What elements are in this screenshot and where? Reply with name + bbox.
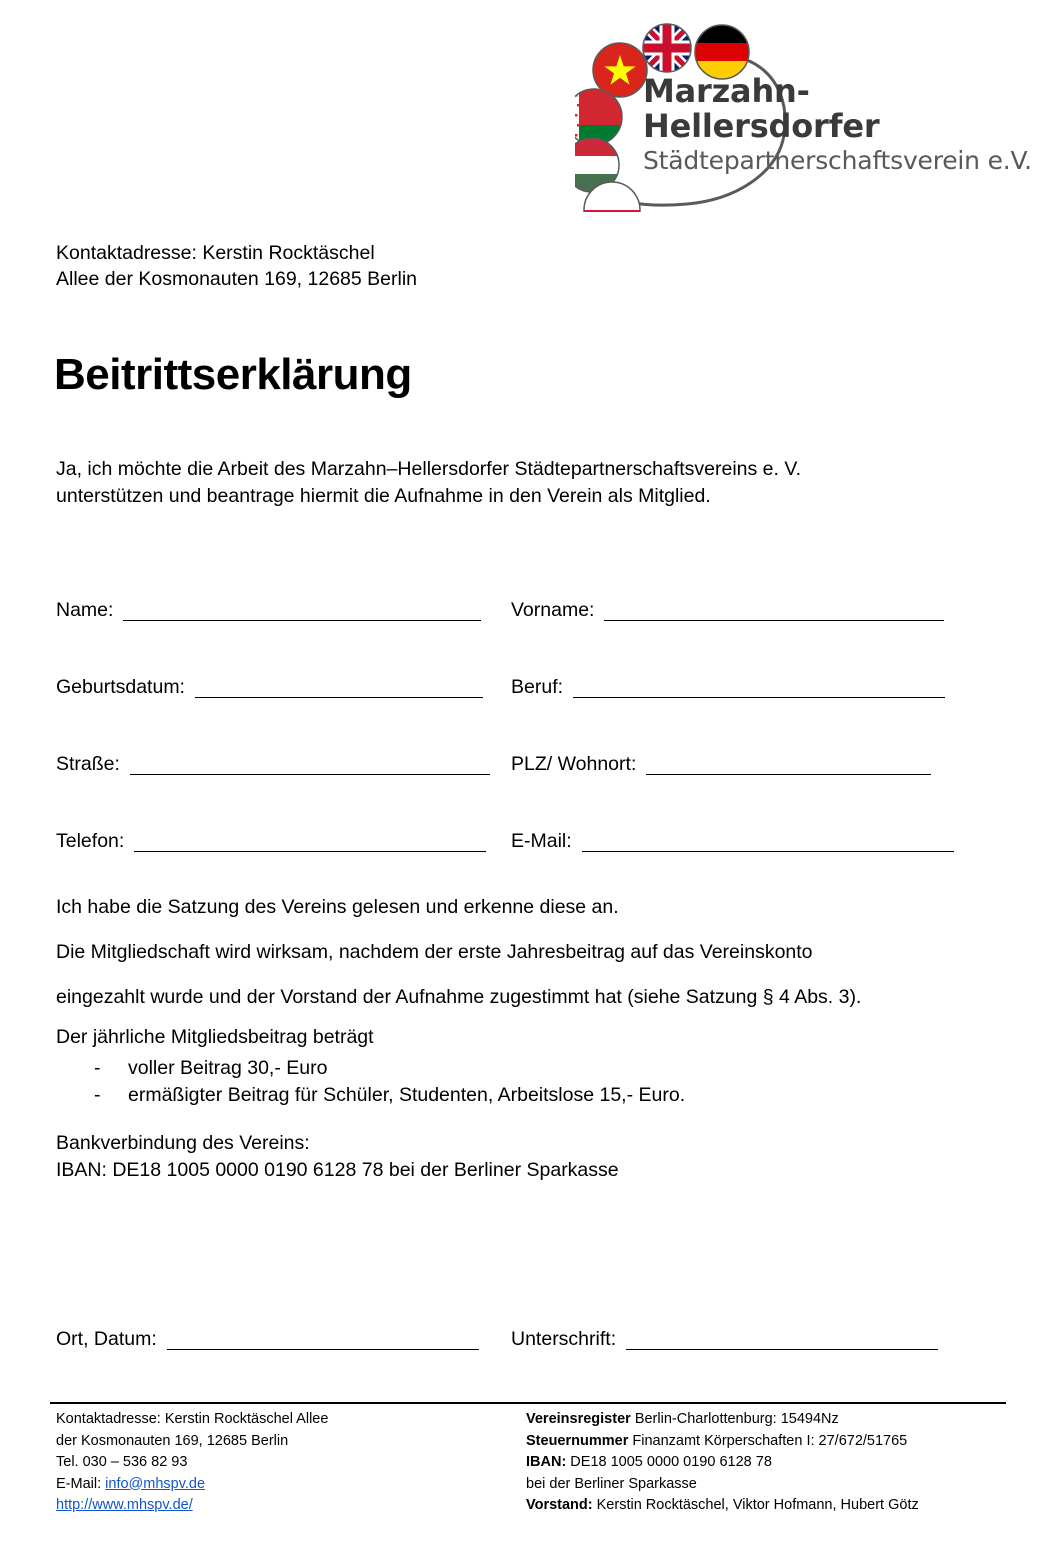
footer-steuernummer-label: Steuernummer bbox=[526, 1432, 629, 1449]
footer-vorstand-value: Kerstin Rocktäschel, Viktor Hofmann, Hubert Götz bbox=[592, 1497, 919, 1513]
footer-email-link[interactable]: info@mhspv.de bbox=[105, 1475, 206, 1492]
fee-item-text: ermäßigter Beitrag für Schüler, Studenten, Arbeitslose 15,- Euro. bbox=[128, 1084, 686, 1106]
footer-email-row bbox=[56, 1474, 526, 1496]
form-row-strasse bbox=[56, 737, 976, 775]
form-row-name bbox=[56, 583, 976, 621]
terms-paragraph-3: eingezahlt wurde und der Vorstand der Aufnahme zugestimmt hat (siehe Satzung § 4 Abs. 3). bbox=[56, 986, 862, 1008]
association-logo bbox=[575, 22, 1032, 207]
footer-website-link[interactable]: http://www.mhspv.de/ bbox=[56, 1497, 193, 1513]
field-name[interactable] bbox=[56, 599, 511, 621]
field-telefon-label: Telefon: bbox=[56, 830, 125, 852]
footer-vorstand-row bbox=[526, 1495, 1006, 1517]
fee-heading: Der jährliche Mitgliedsbeitrag beträgt bbox=[56, 1026, 374, 1048]
field-geburtsdatum-label: Geburtsdatum: bbox=[56, 676, 185, 698]
header-contact-line-2: Allee der Kosmonauten 169, 12685 Berlin bbox=[56, 268, 417, 290]
field-strasse-label: Straße: bbox=[56, 753, 120, 775]
footer-bank-line: bei der Berliner Sparkasse bbox=[526, 1475, 697, 1492]
field-beruf[interactable] bbox=[511, 676, 976, 698]
form-row-signature bbox=[56, 1312, 976, 1350]
field-vorname[interactable] bbox=[511, 599, 976, 621]
fee-list-item bbox=[94, 1055, 1006, 1082]
form-row-telefon bbox=[56, 814, 976, 852]
footer-vereinsregister-value: Berlin-Charlottenburg: 15494Nz bbox=[630, 1411, 839, 1427]
field-beruf-label: Beruf: bbox=[511, 676, 564, 698]
bank-heading: Bankverbindung des Vereins: bbox=[56, 1132, 310, 1154]
applicant-form bbox=[56, 583, 976, 891]
footer-phone: Tel. 030 – 536 82 93 bbox=[56, 1454, 188, 1470]
footer-registry-column bbox=[526, 1409, 1006, 1517]
field-beruf-input[interactable] bbox=[573, 678, 945, 698]
field-ort-datum-input[interactable] bbox=[167, 1330, 479, 1350]
footer-contact-line-1: Kontaktadresse: Kerstin Rocktäschel Allee bbox=[56, 1411, 329, 1427]
field-geburtsdatum-input[interactable] bbox=[195, 678, 483, 698]
field-strasse-input[interactable] bbox=[130, 755, 490, 775]
field-telefon-input[interactable] bbox=[134, 832, 486, 852]
field-plz-wohnort-label: PLZ/ Wohnort: bbox=[511, 753, 637, 775]
intro-line-1: Ja, ich möchte die Arbeit des Marzahn–Hellersdorfer Städtepartnerschaftsvereins e. V. bbox=[56, 458, 801, 480]
bank-iban-line: IBAN: DE18 1005 0000 0190 6128 78 bei der Berliner Sparkasse bbox=[56, 1159, 619, 1181]
footer-vereinsregister-row bbox=[526, 1409, 1006, 1431]
intro-paragraph bbox=[56, 456, 956, 510]
footer-vereinsregister-label: Vereinsregister bbox=[526, 1411, 631, 1427]
field-email[interactable] bbox=[511, 830, 976, 852]
header-contact-line-1: Kontaktadresse: Kerstin Rocktäschel bbox=[56, 242, 375, 264]
footer-vorstand-label: Vorstand: bbox=[526, 1497, 593, 1513]
logo-wordmark bbox=[643, 72, 1032, 176]
intro-line-2: unterstützen und beantrage hiermit die Aufnahme in den Verein als Mitglied. bbox=[56, 485, 711, 507]
field-vorname-label: Vorname: bbox=[511, 599, 595, 621]
footer-iban-label: IBAN: bbox=[526, 1454, 567, 1470]
field-ort-datum[interactable] bbox=[56, 1328, 511, 1350]
logo-line-3: Städtepartnerschaftsverein e.V. bbox=[643, 146, 1032, 175]
field-name-input[interactable] bbox=[123, 601, 481, 621]
signature-area bbox=[56, 1312, 976, 1389]
page-title: Beitrittserklärung bbox=[54, 350, 412, 399]
field-plz-wohnort-input[interactable] bbox=[646, 755, 931, 775]
logo-line-2: Hellersdorfer bbox=[643, 107, 880, 145]
field-unterschrift-label: Unterschrift: bbox=[511, 1328, 617, 1350]
logo-line-1: Marzahn- bbox=[643, 72, 810, 110]
field-email-input[interactable] bbox=[582, 832, 954, 852]
field-vorname-input[interactable] bbox=[604, 601, 944, 621]
field-plz-wohnort[interactable] bbox=[511, 753, 976, 775]
field-name-label: Name: bbox=[56, 599, 114, 621]
footer-email-label: E-Mail: bbox=[56, 1475, 106, 1492]
fee-bullet-dash: - bbox=[94, 1057, 101, 1079]
form-row-geburtsdatum bbox=[56, 660, 976, 698]
field-ort-datum-label: Ort, Datum: bbox=[56, 1328, 157, 1350]
membership-fee-section bbox=[56, 1026, 1006, 1109]
footer-divider bbox=[50, 1402, 1006, 1404]
fee-bullet-dash: - bbox=[94, 1084, 101, 1106]
footer-steuernummer-row bbox=[526, 1431, 1006, 1453]
terms-text bbox=[56, 896, 1006, 1031]
field-geburtsdatum[interactable] bbox=[56, 676, 511, 698]
footer-contact-column bbox=[56, 1409, 526, 1517]
bank-details-section bbox=[56, 1130, 1006, 1184]
footer-iban-row bbox=[526, 1452, 1006, 1474]
header-contact-address bbox=[56, 240, 417, 292]
terms-paragraph-2: Die Mitgliedschaft wird wirksam, nachdem der erste Jahresbeitrag auf das Vereinskonto bbox=[56, 941, 813, 963]
page-footer bbox=[56, 1409, 1006, 1517]
field-unterschrift-input[interactable] bbox=[626, 1330, 938, 1350]
footer-steuernummer-value: Finanzamt Körperschaften I: 27/672/51765 bbox=[628, 1432, 908, 1449]
fee-list-item bbox=[94, 1082, 1006, 1109]
terms-paragraph-1: Ich habe die Satzung des Vereins gelesen und erkenne diese an. bbox=[56, 896, 619, 918]
field-unterschrift[interactable] bbox=[511, 1328, 976, 1350]
field-email-label: E-Mail: bbox=[511, 830, 572, 852]
fee-item-text: voller Beitrag 30,- Euro bbox=[128, 1057, 328, 1079]
field-strasse[interactable] bbox=[56, 753, 511, 775]
footer-iban-value: DE18 1005 0000 0190 6128 78 bbox=[566, 1454, 772, 1470]
fee-list bbox=[56, 1055, 1006, 1109]
field-telefon[interactable] bbox=[56, 830, 511, 852]
footer-contact-line-2: der Kosmonauten 169, 12685 Berlin bbox=[56, 1432, 289, 1449]
